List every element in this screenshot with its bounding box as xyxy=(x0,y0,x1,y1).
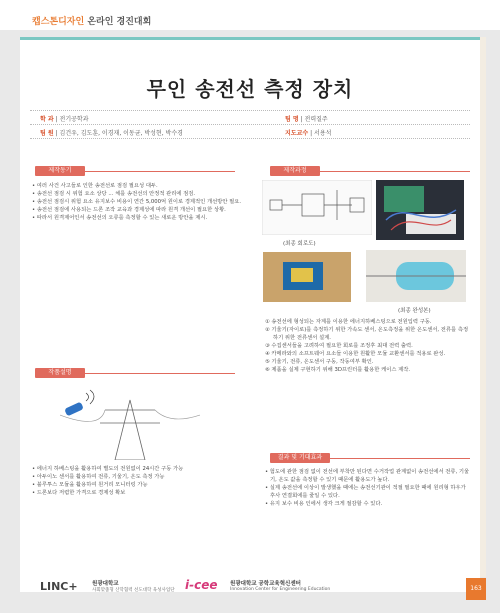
description-list: • 에너지 하베스팅을 활용하여 별도의 전원없이 24시간 구동 가능 • 아두이노 센서를 활용하여 전류, 기울기, 온도 측정 가능 • 블루투스 모듈을 활용하여 원거리 모니터링 가능 • 드론보다 저렴한 가격으로 경제성 확보 xyxy=(32,466,184,496)
device-photo-open xyxy=(263,252,351,302)
section-description-header: 작품설명 xyxy=(35,368,85,378)
motivation-list: • 여러 사건 사고들로 인한 송전선로 점검 필요성 대두. • 송전선 점검 시 위험 요소 상당 ... 체를 송전선의 안정적 관리에 점검. • 송전선 점검시 위험 요소 유지보수 비용이 연간 5,000억 원이로 경제적인 개선방안 필요. • 송전선 점검에 사용되는 드론 조작 교육과 경제성에 따라 원격 개선이 필요한 상황. • 따라서 원격제어인서 송전선의 오류를 측정할 수 있는 새로운 방안을 제시. xyxy=(32,183,242,221)
univ1-name: 원광대학교 xyxy=(92,581,119,587)
icee-logo: i-cee xyxy=(185,578,218,592)
section-motivation-header: 제작동기 xyxy=(35,166,85,176)
caption-product: (최종 완성본) xyxy=(398,308,431,314)
breadboard-photo xyxy=(376,180,464,240)
page-title: 무인 송전선 측정 장치 xyxy=(146,77,354,101)
members-row: 팀 원 | 김건우, 김도훈, 이경재, 이동균, 박성현, 박수경 xyxy=(40,130,183,137)
process-steps-list: ① 송전선에 형성되는 자계를 이용한 에너지하베스팅으로 전원입력 구동. ② 기울기(자이로)를 측정하기 위한 가속도 센서, 온도측정을 위한 온도센서, 전류를 측정하기 위한 전류센서 설계. ③ 수집센서들을 고려하여 필요한 회로를 조정후 최대 전력 출력. ④ 카메라와의 소프트웨어 요소들 이용한 원활한 모듈 교환센서를 적용로 완성. ⑤ 기울기, 전류, 온도센서 구동, 작동여부 확인. ⑥ 제품을 실제 구현하기 위해 3D프린터를 활용한 케이스 제작. xyxy=(265,319,469,373)
meta-divider xyxy=(30,110,470,111)
section-rule xyxy=(320,171,470,172)
section-rule xyxy=(85,373,235,374)
professor-row: 지도교수 | 서용석 xyxy=(285,130,332,137)
meta-divider xyxy=(30,124,470,125)
teal-top-border xyxy=(20,37,480,40)
univ2-sub: Innovation Center for Engineering Education xyxy=(230,587,331,592)
section-process-header: 제작과정 xyxy=(270,166,320,176)
circuit-diagram-image xyxy=(262,180,372,235)
contest-title: 캡스톤디자인 온라인 경진대회 xyxy=(32,17,152,27)
section-rule xyxy=(330,458,470,459)
footer xyxy=(20,574,480,598)
device-photo-closed xyxy=(366,250,466,302)
section-results-header: 결과 및 기대효과 xyxy=(270,453,330,463)
transmission-tower-illustration xyxy=(60,385,200,460)
right-margin-strip xyxy=(480,37,486,577)
linc-logo: LINC+ xyxy=(40,580,78,593)
page-number: 163 xyxy=(466,578,486,600)
team-row: 팀 명 | 전력질주 xyxy=(285,116,328,123)
univ2-name: 원광대학교 공학교육혁신센터 xyxy=(230,581,301,587)
univ1-sub: 사회맞춤형 산학협력 선도대학 육성사업단 xyxy=(92,588,175,593)
content-card xyxy=(20,37,480,592)
dept-row: 학 과 | 전기공학과 xyxy=(40,116,89,123)
results-list: • 험도에 관한 점검 없이 전선에 부착만 된다면 수거작업 관계없이 송전선에서 전류, 기울기, 온도 값을 측정할 수 있기 때문에 활용도가 높다. • 실제 송전선에 이상이 발생했을 때에는 송전선기관이 적절 필요한 때에 원리형 하우가 후사 연결회에를 줄일 수 있다. • 유지 보수 비용 인에서 생각 크게 절감할 수 있다. xyxy=(265,469,470,507)
meta-divider xyxy=(30,138,470,139)
caption-circuit: (최종 회로도) xyxy=(283,241,316,247)
section-rule xyxy=(85,171,235,172)
